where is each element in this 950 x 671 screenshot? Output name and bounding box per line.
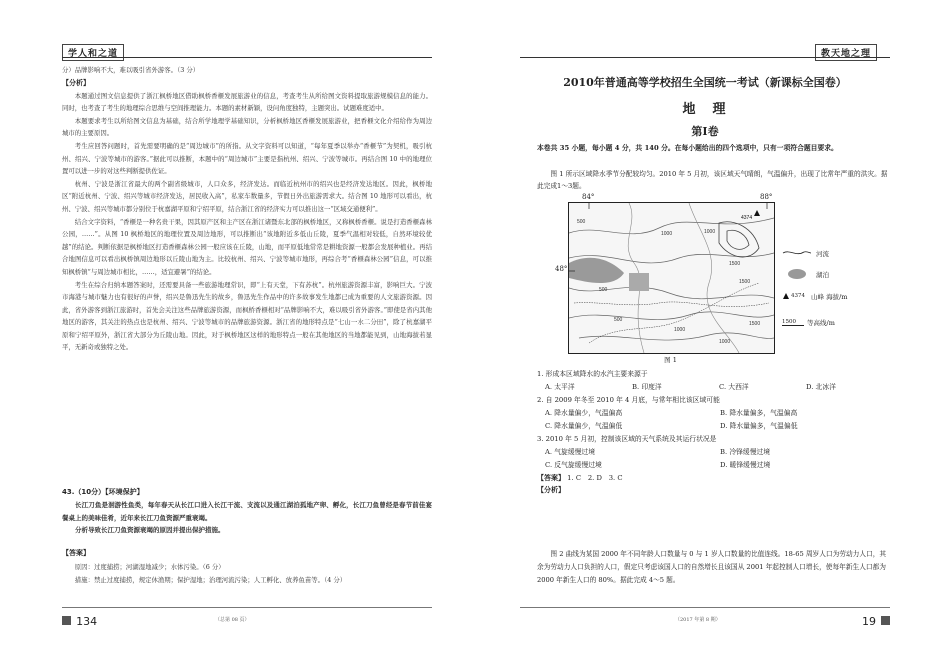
questions-block xyxy=(537,368,892,498)
left-footer-rule xyxy=(62,607,432,608)
lat-label: 48° xyxy=(555,265,568,273)
right-answer-text: 1. C 2. D 3. C xyxy=(567,474,623,482)
option: C. 降水量偏少，气温偏低 xyxy=(545,422,623,430)
left-line1: 分）品牌影响不大，难以吸引省外游客。（3 分） xyxy=(62,66,200,74)
left-page-number xyxy=(62,610,97,629)
legend-peak xyxy=(782,287,892,305)
left-para: 结合文字资料，“香榧是一种名贵干果，因其原产区和主产区在浙江诸暨东北部的枫桥地区，又称枫桥香榧。说是打造香榧森林公园，……”。从图 10 枫桥地区的地理位置及周边地形，可以推断出“该地附近多低山丘陵，夏季气温相对较低，自然环境较优越”的结论。判断依据是枫桥地区打造香榧森林公园一般应该在丘陵，山地，而平原低地常常是耕地资源一般都会发展种植业。再结合地图信息可以看出枫桥镇周边地形以丘陵山地为主。比较杭州、绍兴、宁波等城市地形，再综合考“香榧森林公园”信息，可以推知枫桥镇“与周边城市相比，……，适宜避暑”的结论。 xyxy=(62,217,432,276)
option: D. 暖锋缓慢过境 xyxy=(720,461,771,469)
left-analysis-tag: 【分析】 xyxy=(62,78,90,87)
q43-para2: 分析导致长江刀鱼资源衰竭的原因并提出保护措施。 xyxy=(75,526,225,534)
contour-label: 1000 xyxy=(704,229,716,235)
left-para: 本题要求考生以所给图文信息为基础，结合所学地理学基础知识，分析枫桥地区香榧发展旅游业，把香榧文化介绍给作为周边城市的主要原因。 xyxy=(62,116,432,138)
right-footnote: （2017 年第 8 期） xyxy=(675,617,721,623)
topographic-map xyxy=(568,202,775,354)
contour-label: 1500 xyxy=(729,261,741,267)
left-header-badge: 学人和之道 xyxy=(62,44,124,61)
map-intro: 图 1 所示区域降水季节分配较均匀。2010 年 5 月初，该区域天气晴朗，气温偏升，出现了比常年严重的洪灾。据此完成1～3题。 xyxy=(537,170,888,190)
right-header-rule xyxy=(520,57,890,58)
question-2: 2. 自 2009 年冬至 2010 年 4 月底，与常年相比该区域可能 xyxy=(537,396,720,404)
left-para: 考生在综合归纳本题答案时，还需要具备一些旅游地理常识，即“上有天堂，下有苏杭”。杭州旅游资源丰富，影响巨大。宁波市海港与城市魅力也有很好的声誉，绍兴是鲁迅先生的故乡，鲁迅先生作品中的许多故事发生地都已成为重要的人文旅游资源。因此，省外游客到浙江旅游时，首先会关注这些品牌旅游资源，而枫桥香榧相对“品牌影响不大，难以吸引省外游客。”即使是省内其他地区的游客，其关注的热点也是杭州、绍兴、宁波等城市的品牌旅游资源。浙江省的地形特点是“七山一水二分田”，除了杭嘉湖平原和宁绍平原外，浙江省大部分为丘陵山地。因此，对于枫桥地区这样的地形特点一般在其他地区的当地都能见到，山地海拔若显平，无新奇或独特之处。 xyxy=(62,280,432,352)
legend-river-label: 河流 xyxy=(816,249,829,258)
option: B. 降水量偏多，气温偏高 xyxy=(720,409,798,417)
right-footer-rule xyxy=(520,607,890,608)
contour-label: 500 xyxy=(599,287,608,293)
contour-label: 1000 xyxy=(661,231,673,237)
contour-label: 1000 xyxy=(674,327,686,333)
peak-label: 4374 xyxy=(741,215,753,221)
legend-peak-value: 4374 xyxy=(791,293,805,299)
left-header-rule xyxy=(62,57,432,58)
left-page-num-text: 134 xyxy=(76,615,98,628)
right-answer-tag: 【答案】 xyxy=(537,474,565,482)
legend-river xyxy=(782,245,892,261)
peak-icon xyxy=(782,292,790,300)
question-1: 1. 形成本区域降水的水汽主要来源于 xyxy=(537,370,648,378)
right-header-badge: 教天地之理 xyxy=(815,44,877,61)
left-answer-tag: 【答案】 xyxy=(62,549,90,557)
legend-lake xyxy=(782,263,892,285)
contour-label: 1500 xyxy=(749,321,761,327)
river-icon xyxy=(782,249,812,257)
legend-contour-value: 1500 xyxy=(782,319,804,326)
left-answer-line: 原因：过度捕捞；河湖湿地减少；水体污染。（6 分） xyxy=(74,563,225,571)
lake-shape xyxy=(629,273,649,291)
q43-heading: 43.（10分）【环境保护】 xyxy=(62,488,144,496)
question-3: 3. 2010 年 5 月初，控制该区域的天气系统及其运行状况是 xyxy=(537,435,717,443)
option: D. 北冰洋 xyxy=(806,383,836,391)
q3-options xyxy=(537,459,892,472)
q1-options xyxy=(537,381,892,394)
page-marker-icon xyxy=(62,616,71,625)
q2-options xyxy=(537,407,892,420)
option: C. 反气旋缓慢过境 xyxy=(545,461,602,469)
page-marker-icon xyxy=(881,616,890,625)
right-page-number xyxy=(862,610,890,629)
contour-label: 500 xyxy=(577,219,586,225)
left-para: 杭州、宁波是浙江省最大的两个副省级城市，人口众多，经济发达。而临近杭州市的绍兴也是经济发达地区。因此，枫桥地区“附近杭州、宁波、绍兴等城市经济发达，居民收入高”，私家车数量多，节假日外出旅游需求大。结合图 10 地形可以看出，杭州、宁波、绍兴等城市都分别位于杭嘉湖平原和宁绍平原，结合浙江省的经济实力可以推出这一“区域交通便利”。 xyxy=(62,179,432,213)
option: C. 大西洋 xyxy=(719,383,749,391)
legend-contour-label: 等高线/m xyxy=(807,318,835,327)
left-answer-block xyxy=(62,545,432,587)
exam-title: 2010年普通高等学校招生全国统一考试（新课标全国卷） xyxy=(563,76,847,89)
q43-para1: 长江刀鱼是洄游性鱼类，每年春天从长江口进入长江干流、支流以及通江湖泊孤地产卵、孵化，长江刀鱼曾经是春节前佳宴餐桌上的美味佳肴，近年来长江刀鱼资源严重衰竭。 xyxy=(62,501,432,522)
volume-title: 第Ⅰ卷 xyxy=(691,125,719,138)
q3-options xyxy=(537,446,892,459)
answer-line xyxy=(537,472,892,485)
contour-label: 500 xyxy=(614,317,623,323)
option: B. 印度洋 xyxy=(632,383,662,391)
figure2-intro: 图 2 曲线为某国 2000 年不同年龄人口数量与 0 与 1 岁人口数量的比值连线。18-65 周岁人口为劳动力人口，其余为劳动力人口负担的人口，假定只考虑该国人口的自然增长且该国从 2001 年起控制人口增长，使每年新生人口都为 2000 年新生人口的 80%。据此完成 4～5 题。 xyxy=(537,550,887,584)
q43-block xyxy=(62,485,432,537)
right-page-num-text: 19 xyxy=(862,615,876,628)
legend-contour xyxy=(782,313,892,331)
instructions: 本卷共 35 小题，每小题 4 分，共 140 分。在每小题给出的四个选项中，只有一项符合题目要求。 xyxy=(537,144,838,152)
left-para: 本题通过图文信息提供了浙江枫桥地区借助枫桥香榧发展旅游业的信息，考查考生从所给图文资料提取旅游规模信息的能力。同时，也考查了考生的地理综合思维与空间推理能力。本题的素材新颖，设问角度独特，主题突出。试题难度适中。 xyxy=(62,91,432,113)
left-answer-line: 措施：禁止过度捕捞，规定休渔期；保护湿地；治理河流污染；人工孵化、放养鱼苗等。（4 分） xyxy=(74,576,347,584)
left-para: 考生应回答问题时，首先需要明确的是“周边城市”的所指。从文字资料可以知道，“每年夏季以举办“香榧节”为契机，吸引杭州、绍兴、宁波等城市的游客。”据此可以推断，本题中的“周边城市”主要是指杭州、绍兴、宁波等城市。再结合图 10 中的地理位置可以进一步的对这些判断提供佐证。 xyxy=(62,141,432,176)
lon-label-right: 88° xyxy=(760,193,773,201)
map-caption: 图 1 xyxy=(664,356,677,364)
q2-options xyxy=(537,420,892,433)
lon-label-left: 84° xyxy=(582,193,595,201)
map-svg xyxy=(569,203,774,353)
lake-icon xyxy=(782,268,812,280)
subject-title: 地 理 xyxy=(682,102,728,117)
option: A. 降水量偏少，气温偏高 xyxy=(545,409,623,417)
option: A. 太平洋 xyxy=(545,383,575,391)
left-column xyxy=(62,64,432,354)
option: A. 气旋缓慢过境 xyxy=(545,448,596,456)
contour-label: 1500 xyxy=(739,279,751,285)
legend-peak-label: 山峰 海拔/m xyxy=(811,292,848,301)
map-legend xyxy=(782,245,892,331)
legend-lake-label: 湖泊 xyxy=(816,270,829,279)
option: D. 降水量偏多，气温偏低 xyxy=(720,422,798,430)
left-footnote: （总第 08 页） xyxy=(215,617,250,623)
option: B. 冷锋缓慢过境 xyxy=(720,448,771,456)
right-analysis-tag: 【分析】 xyxy=(537,486,565,494)
contour-label: 1000 xyxy=(719,339,731,345)
